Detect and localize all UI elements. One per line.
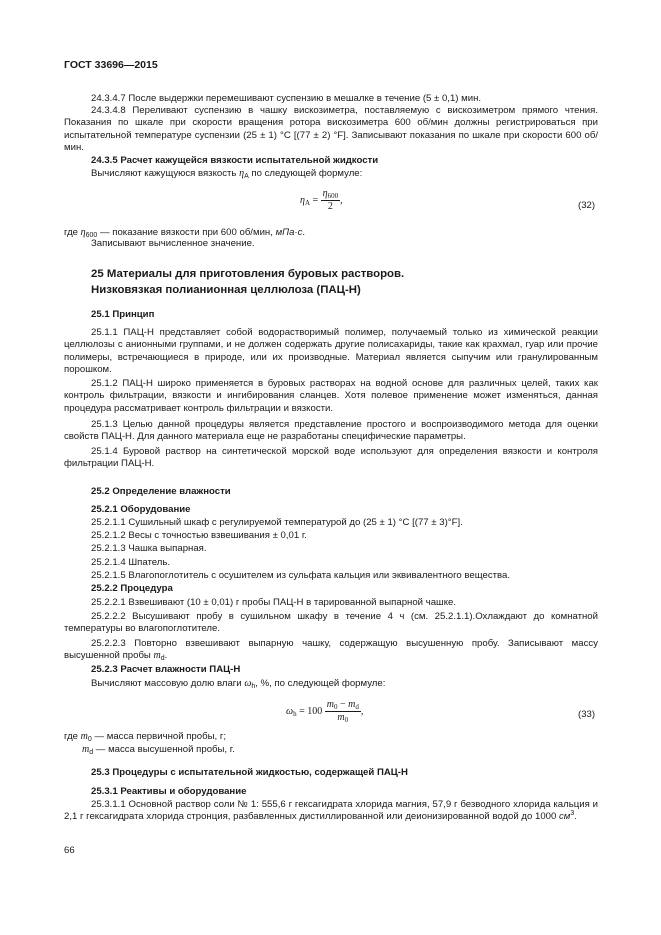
heading-25-2-3: 25.2.3 Расчет влажности ПАЦ-Н (91, 664, 241, 675)
paragraph-25-1-1: 25.1.1 ПАЦ-Н представляет собой водорастворимый полимер, получаемый только из химической реакции целлюлозы с анионными группами, и не должен содержать другие полисахариды, такие как крахмал, гуар или прочие полимеры, встречающиеся в природе, или их производные. Материал является сыпучим или гранулированным порошком. (64, 327, 598, 376)
heading-25-3: 25.3 Процедуры с испытательной жидкостью, содержащей ПАЦ-Н (91, 767, 408, 778)
formula-33-fraction: $\frac{m_0 - m_d}{m_0}$ (326, 699, 359, 724)
formula-32-fraction: $\frac{\eta_{600}}{2}$ (322, 188, 339, 212)
paragraph-25-1-2: 25.1.2 ПАЦ-Н широко применяется в буровых растворах на водной основе для различных целей, таких как контроль фильтрации, вязкости и ингибирования сланцев. Хотя полевое применение может изменяться, данная процедура рассматривает контроль фильтрации и вязкости. (64, 378, 598, 414)
paragraph-24-3-4-7: 24.3.4.7 После выдержки перемешивают суспензию в мешалке в течение (5 ± 0,1) мин. (91, 93, 482, 104)
heading-24-3-5: 24.3.5 Расчет кажущейся вязкости испытательной жидкости (91, 155, 379, 166)
paragraph-25-3-1-1: 25.3.1.1 Основной раствор соли № 1: 555,6 г гексагидрата хлорида магния, 57,9 г безводного хлорида кальция и 2,1 г гексагидрата хлорида стронция, разбавленных дистиллированной или деионизированной водой до 1000 $см^3$. (64, 799, 598, 823)
paragraph-25-2-2-2: 25.2.2.2 Высушивают пробу в сушильном шкафу в течение 4 ч (см. 25.2.1.1).Охлаждают до комнатной температуры во влагопоглотителе. (64, 611, 598, 635)
paragraph-viscosity-intro: Вычисляют кажущуюся вязкость $\eta_А$ по следующей формуле: (91, 168, 363, 180)
paragraph-25-2-1-5: 25.2.1.5 Влагопоглотитель с осушителем из сульфата кальция или эквивалентного вещества. (91, 570, 510, 581)
paragraph-25-1-4: 25.1.4 Буровой раствор на синтетической морской воде используют для определения вязкости и контроля фильтрации ПАЦ-Н. (64, 446, 598, 470)
paragraph-25-2-2-3: 25.2.2.3 Повторно взвешивают выпарную чашку, содержащую высушенную пробу. Записывают массу высушенной пробы $m_d$. (64, 638, 598, 663)
section-25-heading-line-2: Низковязкая полианионная целлюлоза (ПАЦ-Н) (91, 284, 361, 296)
where-33-line-2: $m_d$ — масса высушенной пробы, г. (82, 744, 235, 756)
heading-25-2-2: 25.2.2 Процедура (91, 583, 173, 594)
paragraph-25-2-1-4: 25.2.1.4 Шпатель. (91, 557, 171, 568)
document-header: ГОСТ 33696—2015 (64, 59, 158, 71)
formula-32: $\eta_А$ = $\frac{\eta_{600}}{2}$ , (300, 188, 343, 212)
equation-number-33: (33) (578, 709, 596, 720)
paragraph-24-3-4-8: 24.3.4.8 Переливают суспензию в чашку вискозиметра, поставляемую с вискозиметром прямого чтения. Показания по шкале при скорости вращения ротора вискозиметра 600 об/мин должны регистрироваться при испытательной температуре суспензии (25 ± 1) °С [(77 ± 2) °F]. Записывают показания по шкале при скорости 600 об/мин. (64, 105, 598, 154)
page-number: 66 (64, 845, 75, 856)
formula-33: $\omega_h = 100$ $\frac{m_0 - m_d}{m_0}$ , (286, 699, 364, 724)
paragraph-25-2-1-3: 25.2.1.3 Чашка выпарная. (91, 543, 207, 554)
paragraph-25-2-1-1: 25.2.1.1 Сушильный шкаф с регулируемой температурой до (25 ± 1) °С [(77 ± 3)°F]. (91, 517, 463, 528)
where-33-line-1: где $m_0$ — масса первичной пробы, г; (64, 731, 226, 743)
heading-25-2-1: 25.2.1 Оборудование (91, 504, 191, 515)
equation-number-32: (32) (578, 200, 596, 211)
heading-25-1: 25.1 Принцип (91, 309, 155, 320)
heading-25-3-1: 25.3.1 Реактивы и оборудование (91, 786, 247, 797)
paragraph-moisture-intro: Вычисляют массовую долю влаги $\omega_h$, %, по следующей формуле: (91, 678, 386, 690)
paragraph-25-2-1-2: 25.2.1.2 Весы с точностью взвешивания ± 0,01 г. (91, 530, 307, 541)
paragraph-25-1-3: 25.1.3 Целью данной процедуры является представление простого и воспроизводимого метода для оценки свойств ПАЦ-Н. Для данного материала еще не разработаны специфические параметры. (64, 419, 598, 443)
heading-25-2: 25.2 Определение влажности (91, 486, 231, 497)
section-25-heading-line-1: 25 Материалы для приготовления буровых растворов. (91, 268, 405, 280)
where-32: где $\eta_{600}$ — показание вязкости при 600 об/мин, мПа·с. (64, 227, 306, 239)
paragraph-25-2-2-1: 25.2.2.1 Взвешивают (10 ± 0,01) г пробы ПАЦ-Н в тарированной выпарной чашке. (91, 597, 457, 608)
paragraph-record: Записывают вычисленное значение. (91, 238, 255, 249)
